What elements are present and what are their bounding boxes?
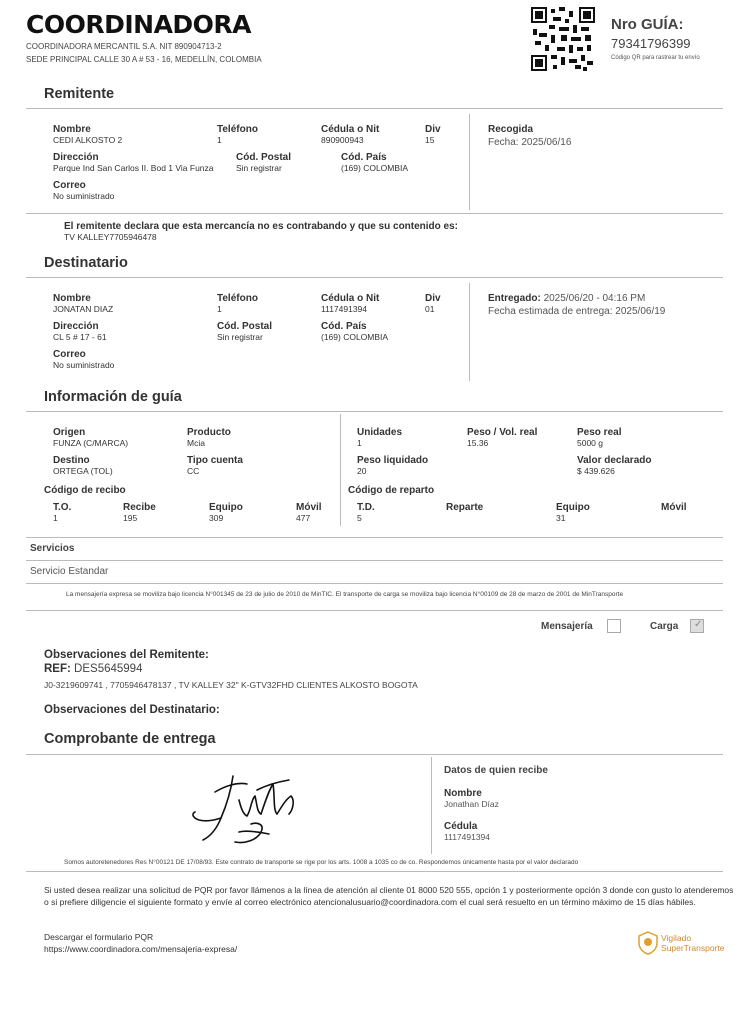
ref-label: REF: [44,663,71,675]
remitente-correo-label: Correo [53,180,86,191]
destinatario-div: 01 [425,304,435,314]
divider [26,108,723,109]
destinatario-postal-label: Cód. Postal [217,321,273,332]
remitente-postal: Sin registrar [236,163,282,173]
signature-icon [185,770,305,848]
valor-declarado-value: $ 439.626 [577,466,615,476]
company-line-2: SEDE PRINCIPAL CALLE 30 A # 53 - 16, MEDELLÍN, COLOMBIA [26,55,262,64]
origen-label: Origen [53,427,86,438]
movil-recibo-label: Móvil [296,502,322,513]
peso-vol-label: Peso / Vol. real [467,427,538,438]
equipo-reparto-value: 31 [556,513,566,523]
entregado-row [488,293,645,304]
valor-declarado-label: Valor declarado [577,455,652,466]
guia-label: Nro GUÍA: [611,16,684,33]
divider [26,583,723,584]
destinatario-telefono: 1 [217,304,222,314]
remitente-postal-label: Cód. Postal [236,152,292,163]
destinatario-nombre-label: Nombre [53,293,91,304]
equipo-reparto-label: Equipo [556,502,590,513]
destino-value: ORTEGA (TOL) [53,466,113,476]
destinatario-telefono-label: Teléfono [217,293,258,304]
recibe-value: 195 [123,513,138,523]
recogida-label: Recogida [488,124,534,135]
mensajeria-checkbox[interactable] [607,619,621,633]
recibe-label: Recibe [123,502,156,513]
remitente-correo: No suministrado [53,191,115,201]
td-label: T.D. [357,502,375,513]
datos-recibe-title: Datos de quien recibe [444,765,548,776]
guia-title: Información de guía [44,389,182,405]
destinatario-direccion-label: Dirección [53,321,99,332]
divider [26,277,723,278]
divider [26,213,723,214]
destinatario-pais-label: Cód. País [321,321,367,332]
recogida-fecha: Fecha: 2025/06/16 [488,137,572,148]
recibe-cedula: 1117491394 [444,832,491,842]
divider [431,757,432,854]
divider [26,871,723,872]
recibe-nombre-label: Nombre [444,788,482,799]
servicios-legal: La mensajería expresa se moviliza bajo licencia N°001345 de 23 de julio de 2010 de MinTIC. El transporte de carga se moviliza bajo licencia N°00109 de 28 de marzo de 2001 de MinTransporte [66,591,624,598]
remitente-cedula: 890900943 [321,135,364,145]
destinatario-cedula: 1117491394 [321,304,368,314]
carga-checkbox[interactable] [690,619,704,633]
obs-destinatario-title: Observaciones del Destinatario: [44,704,220,716]
qr-hint: Código QR para rastrear tu envío [611,55,700,61]
divider [340,414,341,526]
producto-label: Producto [187,427,231,438]
tipo-cuenta-value: CC [187,466,200,476]
td-value: 5 [357,513,362,523]
fecha-estimada: Fecha estimada de entrega: 2025/06/19 [488,306,666,317]
origen-value: FUNZA (C/MARCA) [53,438,129,448]
equipo-recibo-value: 309 [209,513,224,523]
destinatario-cedula-label: Cédula o Nit [321,293,380,304]
vigilado-text: Vigilado [661,933,692,943]
pqr-text: Si usted desea realizar una solicitud de PQR por favor llámenos a la línea de atención al cliente 01 8000 520 555, opción 1 y posteriormente opción 3 donde con gusto lo atenderemos o si prefiere diligencie el siguiente formato y envíe al correo electrónico atencionalusuario@coordinadora.com el cual será resuelto en un término máximo de 15 días hábiles. [44,885,734,907]
contenido-text: TV KALLEY7705946478 [64,232,157,242]
to-value: 1 [53,513,58,523]
peso-vol-value: 15.36 [467,438,489,448]
shield-icon [637,931,659,955]
divider [469,283,470,381]
recibe-nombre: Jonathan Díaz [444,799,499,809]
peso-liquidado-value: 20 [357,466,367,476]
declaracion-text: El remitente declara que esta mercancía no es contrabando y que su contenido es: [64,221,459,232]
remitente-div: 15 [425,135,435,145]
remitente-nombre: CEDI ALKOSTO 2 [53,135,123,145]
company-line-1: COORDINADORA MERCANTIL S.A. NIT 890904713-2 [26,42,222,51]
producto-value: Mcia [187,438,205,448]
equipo-recibo-label: Equipo [209,502,243,513]
divider [26,537,723,538]
carga-label: Carga [650,621,679,632]
tipo-cuenta-label: Tipo cuenta [187,455,243,466]
destinatario-pais: (169) COLOMBIA [321,332,389,342]
remitente-direccion: Parque Ind San Carlos II. Bod 1 Via Funza [53,163,214,173]
destinatario-nombre: JONATAN DIAZ [53,304,114,314]
reparte-label: Reparte [446,502,484,513]
company-logo: COORDINADORA [26,10,252,39]
remitente-telefono: 1 [217,135,222,145]
servicios-title: Servicios [30,543,75,554]
divider [26,754,723,755]
guia-number: 79341796399 [611,36,691,51]
recibe-cedula-label: Cédula [444,821,478,832]
obs-remitente-text: J0-3219609741 , 7705946478137 , TV KALLEY 32" K-GTV32FHD CLIENTES ALKOSTO BOGOTA [44,680,418,690]
formulario-link[interactable]: https://www.coordinadora.com/mensajeria-expresa/ [44,944,238,954]
peso-liquidado-label: Peso liquidado [357,455,429,466]
ref-row [44,663,142,675]
destinatario-postal: Sin registrar [217,332,263,342]
remitente-pais-label: Cód. País [341,152,387,163]
remitente-telefono-label: Teléfono [217,124,258,135]
destinatario-correo-label: Correo [53,349,86,360]
destinatario-correo: No suministrado [53,360,115,370]
destinatario-div-label: Div [425,293,441,304]
obs-remitente-title: Observaciones del Remitente: [44,649,209,661]
mensajeria-label: Mensajería [541,621,593,632]
qr-code-icon [531,7,595,71]
servicios-value: Servicio Estandar [30,566,109,577]
divider [26,610,723,611]
comprobante-legal: Somos autoretenedores Res N°00121 DE 17/08/93. Este contrato de transporte se rige por los arts. 1008 a 1035 co de co. Respondemos únicamente hasta por el valor declarado [64,859,579,866]
codigo-reparto-label: Código de reparto [348,485,435,496]
supertransporte-text: SuperTransporte [661,943,725,953]
unidades-label: Unidades [357,427,403,438]
remitente-direccion-label: Dirección [53,152,99,163]
destinatario-direccion: CL 5 # 17 - 61 [53,332,107,342]
remitente-pais: (169) COLOMBIA [341,163,409,173]
formulario-label: Descargar el formulario PQR [44,932,154,942]
comprobante-title: Comprobante de entrega [44,731,216,747]
divider [26,560,723,561]
peso-real-label: Peso real [577,427,622,438]
destinatario-title: Destinatario [44,255,128,271]
divider [469,114,470,210]
peso-real-value: 5000 g [577,438,603,448]
divider [26,411,723,412]
remitente-title: Remitente [44,86,115,102]
unidades-value: 1 [357,438,362,448]
remitente-cedula-label: Cédula o Nit [321,124,380,135]
codigo-recibo-label: Código de recibo [44,485,126,496]
movil-reparto-label: Móvil [661,502,687,513]
vigilado-badge [637,931,737,957]
company-info [26,40,262,66]
entregado-label: Entregado: [488,293,541,304]
destino-label: Destino [53,455,90,466]
ref-value: DES5645994 [74,663,143,675]
remitente-div-label: Div [425,124,441,135]
movil-recibo-value: 477 [296,513,311,523]
remitente-nombre-label: Nombre [53,124,91,135]
to-label: T.O. [53,502,72,513]
entregado-value: 2025/06/20 - 04:16 PM [543,293,646,304]
